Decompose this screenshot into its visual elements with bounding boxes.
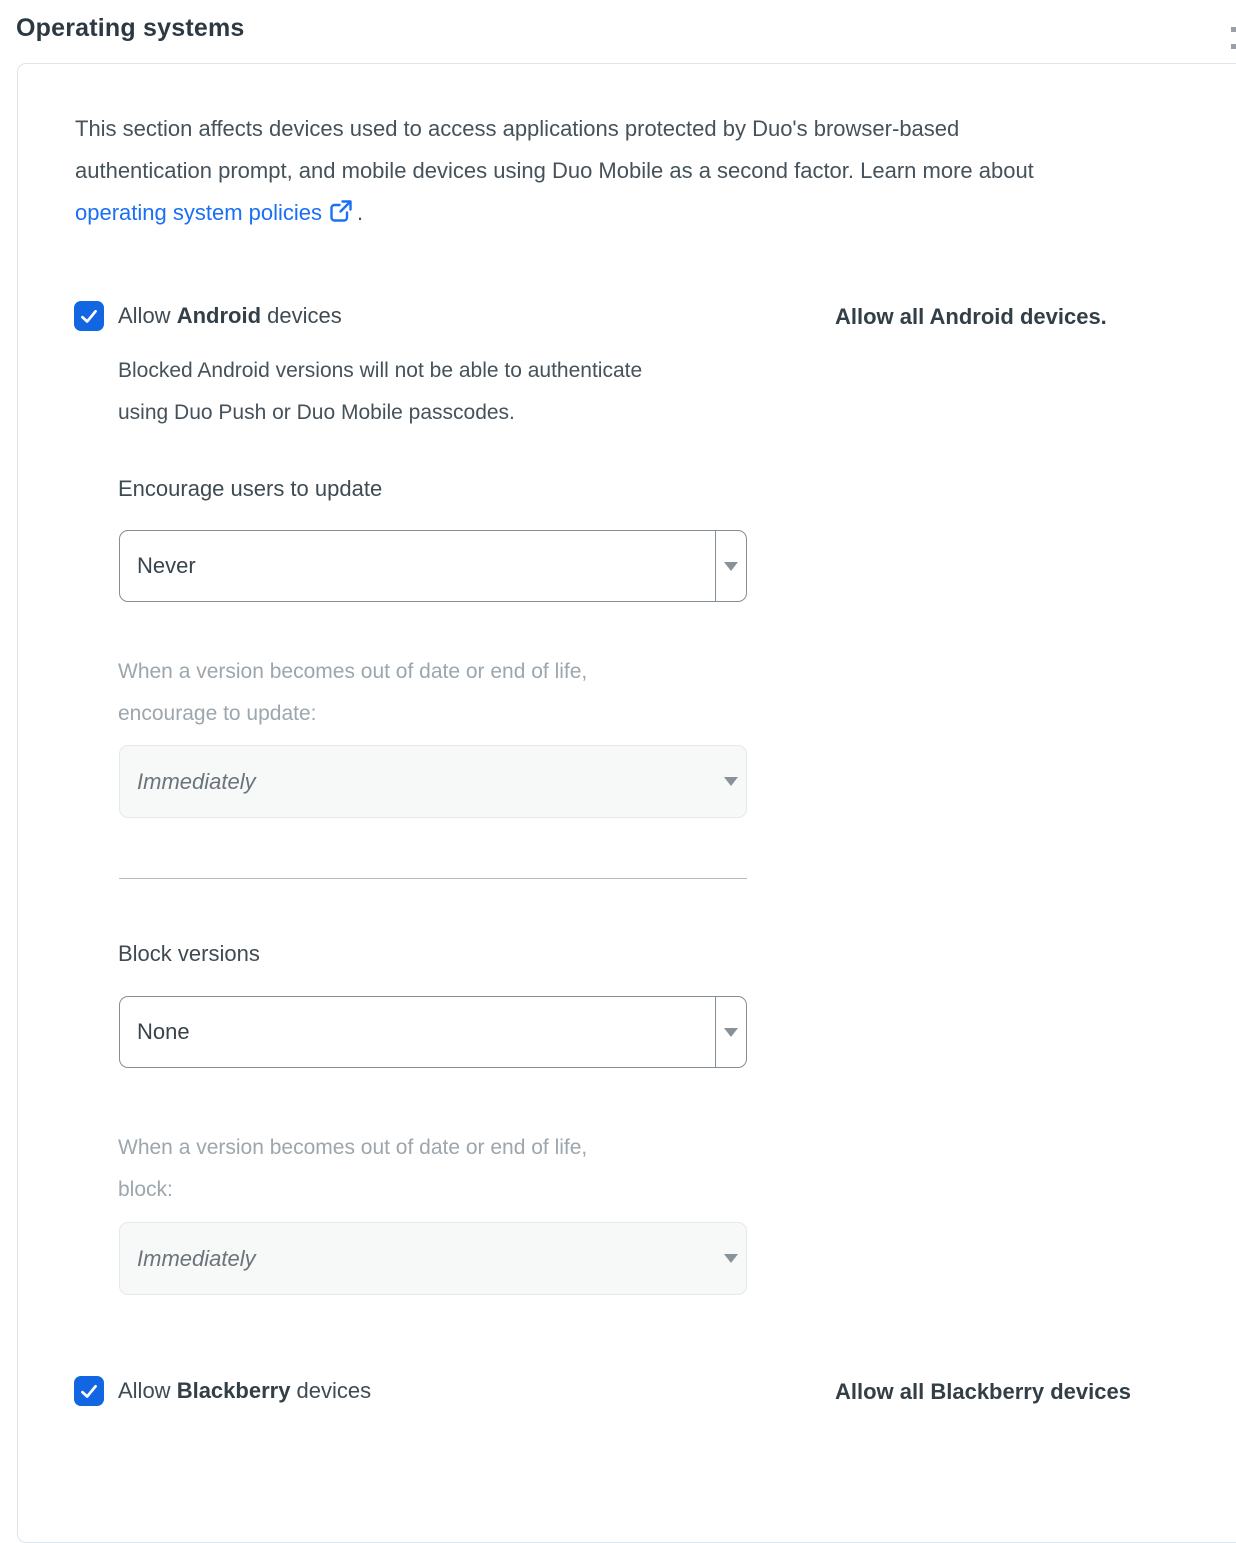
blackberry-summary: Allow all Blackberry devices [835, 1379, 1131, 1404]
encourage-hint-line2: encourage to update: [118, 702, 317, 725]
label-os-name: Android [176, 303, 262, 328]
chevron-down-icon [724, 1254, 738, 1263]
chevron-down-icon [724, 562, 738, 571]
allow-blackberry-checkbox[interactable] [74, 1376, 104, 1406]
select-caret-zone [715, 531, 746, 601]
checkmark-icon [78, 305, 100, 327]
allow-blackberry-row [74, 1375, 371, 1407]
android-help-line1: Blocked Android versions will not be able to authenticate [118, 359, 643, 382]
select-caret-zone [715, 1223, 746, 1294]
checkmark-icon [78, 1380, 100, 1402]
label-suffix: devices [261, 303, 342, 328]
description-period: . [357, 200, 364, 225]
label-prefix: Allow [118, 1378, 177, 1403]
label-prefix: Allow [118, 303, 177, 328]
external-link-icon [328, 196, 354, 238]
label-suffix: devices [290, 1378, 372, 1403]
block-versions-hint [118, 1127, 587, 1211]
description-text: This section affects devices used to access applications protected by Duo's browser-based authentication prompt, and mobile devices using Duo Mobile as a second factor. Learn more about [75, 116, 1034, 183]
label-os-name: Blackberry [176, 1378, 291, 1403]
allow-blackberry-label [118, 1378, 371, 1404]
operating-systems-panel [17, 63, 1236, 1543]
android-help-line2: using Duo Push or Duo Mobile passcodes. [118, 401, 515, 424]
block-versions-select-value: None [137, 1019, 190, 1044]
os-policies-link-label: operating system policies [75, 200, 323, 225]
select-caret-zone [715, 746, 746, 817]
allow-android-checkbox[interactable] [74, 301, 104, 331]
clipped-edge-icon [1231, 27, 1236, 32]
block-timing-select-disabled [119, 1222, 747, 1295]
android-help-text [118, 350, 642, 434]
encourage-update-hint [118, 651, 587, 735]
block-versions-label: Block versions [118, 941, 260, 966]
encourage-update-timing-select-disabled [119, 745, 747, 818]
block-hint-line1: When a version becomes out of date or end of life, [118, 1136, 588, 1159]
select-caret-zone [715, 997, 746, 1067]
encourage-hint-line1: When a version becomes out of date or end of life, [118, 660, 588, 683]
block-versions-select[interactable] [119, 996, 747, 1068]
chevron-down-icon [724, 1028, 738, 1037]
encourage-update-select[interactable] [119, 530, 747, 602]
encourage-update-label: Encourage users to update [118, 476, 383, 501]
allow-android-label [118, 303, 342, 329]
encourage-update-select-value: Never [137, 553, 196, 578]
block-hint-line2: block: [118, 1178, 173, 1201]
clipped-edge-icon [1231, 44, 1236, 49]
encourage-timing-value: Immediately [137, 768, 256, 794]
os-policies-link[interactable] [75, 200, 357, 225]
block-timing-value: Immediately [137, 1245, 256, 1271]
page-title: Operating systems [16, 14, 245, 42]
section-divider [119, 878, 747, 879]
android-summary: Allow all Android devices. [835, 304, 1107, 329]
chevron-down-icon [724, 777, 738, 786]
allow-android-row [74, 300, 342, 332]
section-description [75, 108, 1095, 238]
